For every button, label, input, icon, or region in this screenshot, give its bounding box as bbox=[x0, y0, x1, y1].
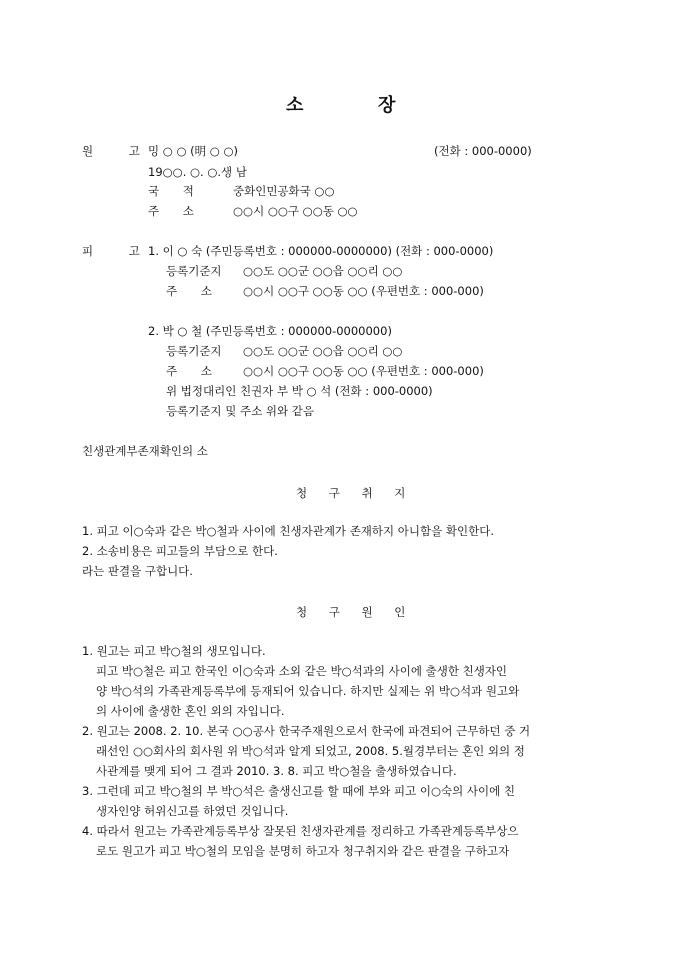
defendant-2-registry-value: ○○도 ○○군 ○○읍 ○○리 ○○ bbox=[243, 344, 403, 358]
claim-purpose-heading: 청 구 취 지 bbox=[296, 486, 415, 500]
cause-1-line-3: 양 박○석의 가족관계등록부에 등재되어 있습니다. 하지만 실제는 위 박○석과 원고와 bbox=[96, 684, 520, 698]
defendant-2-address-value: ○○시 ○○구 ○○동 ○○ (우편번호 : 000-000) bbox=[243, 364, 484, 378]
cause-3-line-2: 생자인양 허위신고를 하였던 것입니다. bbox=[96, 804, 289, 818]
cause-1-line-2: 피고 박○철은 피고 한국인 이○숙과 소외 같은 박○석과의 사이에 출생한 친생자인 bbox=[96, 664, 508, 678]
defendant-1-name: 1. 이 ○ 숙 (주민등록번호 : 000000-0000000) (전화 : 000-0000) bbox=[148, 244, 494, 258]
claim-purpose-line-1: 1. 피고 이○숙과 같은 박○철과 사이에 친생자관계가 존재하지 아니함을 확인한다. bbox=[82, 524, 494, 538]
cause-2-line-2: 래선인 ○○회사의 회사원 위 박○석과 알게 되었고, 2008. 5.월경부터는 혼인 외의 정 bbox=[96, 744, 525, 758]
cause-2-line-1: 2. 원고는 2008. 2. 10. 본국 ○○공사 한국주재원으로서 한국에 파견되어 근무하던 중 거 bbox=[82, 724, 531, 738]
defendant-2-registry-label: 등록기준지 bbox=[166, 344, 222, 358]
case-title: 친생관계부존재확인의 소 bbox=[82, 444, 208, 458]
defendant-1-registry-label: 등록기준지 bbox=[166, 264, 222, 278]
plaintiff-birth: 19○○. ○. ○.생 남 bbox=[148, 165, 247, 179]
defendant-2-name: 2. 박 ○ 철 (주민등록번호 : 000000-0000000) bbox=[148, 324, 392, 338]
cause-2-line-3: 사관계를 맺게 되어 그 결과 2010. 3. 8. 피고 박○철을 출생하였습니다. bbox=[96, 764, 457, 778]
defendant-1-address-value: ○○시 ○○구 ○○동 ○○ (우편번호 : 000-000) bbox=[243, 284, 484, 298]
cause-3-line-1: 3. 그런데 피고 박○철의 부 박○석은 출생신고를 할 때에 부와 피고 이○숙의 사이에 친 bbox=[82, 784, 515, 798]
defendant-label: 피 고 bbox=[82, 244, 156, 258]
title-left: 소 bbox=[286, 95, 304, 116]
plaintiff-address-label: 주 소 bbox=[148, 204, 204, 218]
title-right: 장 bbox=[378, 95, 396, 116]
plaintiff-label: 원 고 bbox=[82, 144, 156, 158]
plaintiff-address-value: ○○시 ○○구 ○○동 ○○ bbox=[233, 204, 358, 218]
claim-purpose-line-3: 라는 판결을 구합니다. bbox=[82, 564, 193, 578]
cause-4-line-1: 4. 따라서 원고는 가족관계등록부상 잘못된 친생자관계를 정리하고 가족관계등록부상으 bbox=[82, 824, 519, 838]
claim-cause-heading: 청 구 원 인 bbox=[296, 605, 415, 619]
plaintiff-name: 밍 ○ ○ (明 ○ ○) bbox=[148, 144, 238, 158]
defendant-1-address-label: 주 소 bbox=[166, 284, 222, 298]
defendant-2-address-label: 주 소 bbox=[166, 364, 222, 378]
cause-1-line-4: 의 사이에 출생한 혼인 외의 자입니다. bbox=[96, 704, 285, 718]
cause-1-line-1: 1. 원고는 피고 박○철의 생모입니다. bbox=[82, 644, 266, 658]
cause-4-line-2: 로도 원고가 피고 박○철의 모임을 분명히 하고자 청구취지와 같은 판결을 구하고자 bbox=[96, 844, 510, 858]
plaintiff-phone: (전화 : 000-0000) bbox=[434, 144, 532, 158]
claim-purpose-line-2: 2. 소송비용은 피고들의 부담으로 한다. bbox=[82, 544, 278, 558]
defendant-2-guardian-registry: 등록기준지 및 주소 위와 같음 bbox=[166, 404, 314, 418]
plaintiff-nationality-label: 국 적 bbox=[148, 184, 204, 198]
defendant-2-guardian: 위 법정대리인 친권자 부 박 ○ 석 (전화 : 000-0000) bbox=[166, 384, 433, 398]
plaintiff-nationality-value: 중화인민공화국 ○○ bbox=[233, 184, 335, 198]
defendant-1-registry-value: ○○도 ○○군 ○○읍 ○○리 ○○ bbox=[243, 264, 403, 278]
